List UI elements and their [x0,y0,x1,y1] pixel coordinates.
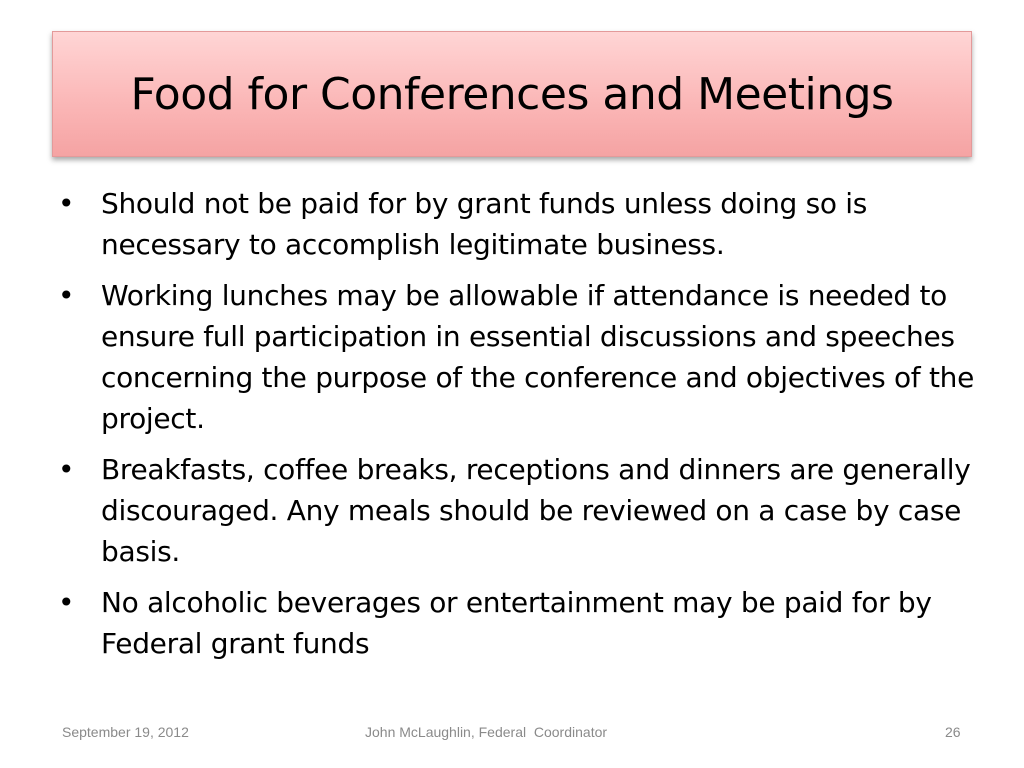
bullet-text: No alcoholic beverages or entertainment may be paid for by Federal grant funds [101,586,932,660]
footer-presenter: John McLaughlin, Federal Coordinator [365,724,608,740]
bullet-item [58,582,978,664]
slide-title: Food for Conferences and Meetings [130,68,894,120]
bullet-text: Working lunches may be allowable if attendance is needed to ensure full participation in essential discussions and speeches concerning the purpose of the conference and objectives of the project. [101,279,975,435]
bullet-list [58,183,978,674]
title-box [52,31,972,157]
bullet-text: Breakfasts, coffee breaks, receptions and dinners are generally discouraged. Any meals should be reviewed on a case by case basis. [101,453,971,568]
bullet-icon: • [58,453,75,486]
footer-date: September 19, 2012 [62,724,189,740]
bullet-text: Should not be paid for by grant funds unless doing so is necessary to accomplish legitimate business. [101,187,868,261]
bullet-item [58,275,978,439]
bullet-item [58,183,978,265]
bullet-icon: • [58,187,75,220]
bullet-icon: • [58,586,75,619]
bullet-item [58,449,978,572]
bullet-icon: • [58,279,75,312]
footer-page-number: 26 [945,724,961,740]
